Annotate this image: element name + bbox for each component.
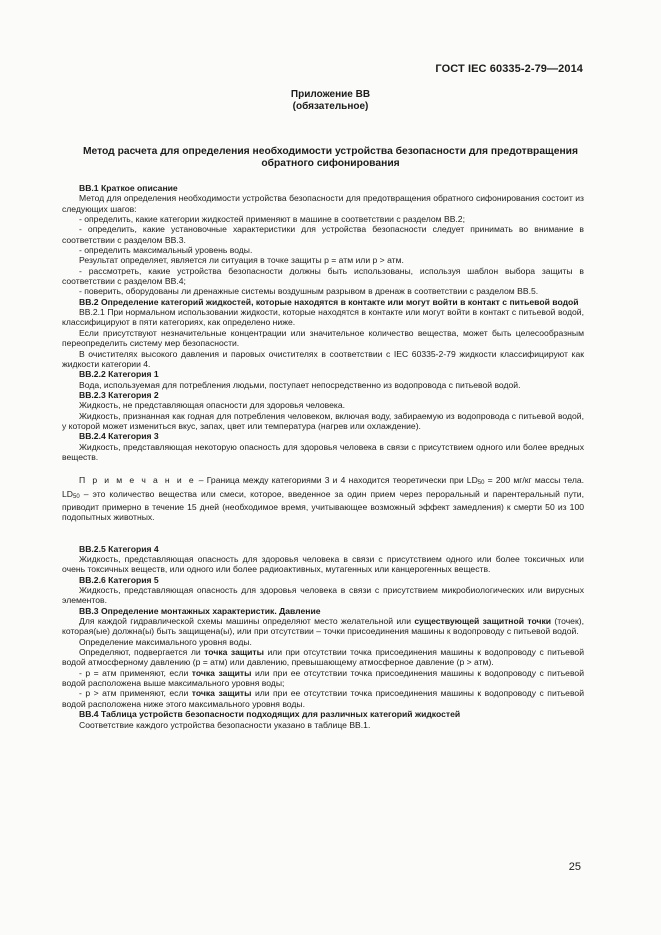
annex-title: Приложение ВВ [290,89,371,100]
note-paragraph [62,475,584,522]
paragraph: ВВ.2.1 При нормальном использовании жидкости, которые находятся в контакте или могут войти в контакт с питьевой водой, классифицируют в пяти категориях, как определено ниже. [62,307,584,328]
paragraph: Вода, используемая для потребления людьми, поступает непосредственно из водопровода с питьевой водой. [79,379,521,390]
paragraph: Жидкость, представляющая некоторую опасность для здоровья человека в связи с присутствием одного или более вредных веществ. [62,441,584,462]
paragraph: Определение максимального уровня воды. [79,636,252,647]
paragraph: Жидкость, представляющая опасность для здоровья человека в связи с присутствием одного или более токсичных или очень токсичных веществ, или одного или более радиоактивных, мутагенных или канцерогенных веществ. [62,554,584,575]
paragraph: Метод для определения необходимости устройства безопасности для предотвращения обратного сифонирования состоит из следующих шагов: [62,193,584,214]
section-heading: ВВ.1 Краткое описание [79,183,178,193]
paragraph [62,668,584,689]
note-text: – это количество вещества или смеси, которое, введенное за один прием через пероральный и парентеральный пути, приводит примерно в течение 15 дней (необходимое время, учитывающее возможный эффект замедления) к смерти 50 из 100 подопытных животных. [62,488,584,523]
page-number: 25 [568,861,581,873]
paragraph: - определить, какие установочные характеристики для устройства безопасности следует принимать во внимание в соответствии с разделом ВВ.3. [62,224,584,245]
section-heading: ВВ.4 Таблица устройств безопасности подходящих для различных категорий жидкостей [79,709,461,720]
section-heading: ВВ.2.6 Категория 5 [79,574,159,585]
paragraph [62,688,584,709]
note-subscript: 50 [477,480,485,487]
section-heading: ВВ.2.3 Категория 2 [79,389,159,400]
document-body [62,183,584,730]
annex-heading [0,89,661,113]
paragraph-text: или при ее отсутствии точка присоединения машины к водопроводу с питьевой водой расположена ниже этого максимального уровня воды. [62,688,584,709]
section-heading: ВВ.3 Определение монтажных характеристик. Давление [79,605,321,616]
bold-term: существующей защитной точки [414,616,552,627]
paragraph-text: или при отсутствии точка присоединения машины к водопроводу с питьевой водой атмосферному давлению (p = атм) или давлению, превышающему атмосферное давление (p > атм). [62,647,584,668]
annex-subtitle: (обязательное) [292,101,369,112]
bold-term: точка защиты [191,667,252,678]
bold-term: точка защиты [191,688,252,699]
paragraph: Жидкость, не представляющая опасности для здоровья человека. [79,400,346,411]
paragraph: В очистителях высокого давления и паровых очистителях в соответствии с IEC 60335-2-79 жидкости классифицируют как жидкости категории 4. [62,348,584,369]
paragraph: - рассмотреть, какие устройства безопасности должны быть использованы, используя шаблон выбора защиты в соответствии с разделом ВВ.4; [62,265,584,287]
paragraph: Если присутствуют незначительные концентрации или значительное количество вещества, может быть целесообразным переопределить систему мер безопасности. [62,327,584,349]
note-subscript: 50 [73,493,80,500]
paragraph: Жидкость, представляющая опасность для здоровья человека в связи с присутствием микробиологических или вирусных элементов. [62,585,584,606]
note-label: П р и м е ч а н и е [79,475,196,486]
paragraph-text: - p = атм применяют, если [79,667,192,678]
paragraph: Жидкость, признанная как годная для потребления человеком, включая воду, забираемую из водопровода с питьевой водой, у которой может измениться вкус, запах, цвет или температура (нагрев или охлаждение). [62,410,584,431]
standard-header: ГОСТ IEC 60335-2-79—2014 [435,63,583,75]
paragraph-text: Для каждой гидравлической схемы машины определяют место желательной или [79,616,415,627]
paragraph: - поверить, оборудованы ли дренажные системы воздушным разрывом в дренаж в соответствии с разделом ВВ.5. [79,286,539,297]
paragraph-text: - p > атм применяют, если [79,688,192,699]
document-title: Метод расчета для определения необходимости устройства безопасности для предотвращения обратного сифонирования [82,146,579,169]
paragraph [62,647,584,668]
section-heading: ВВ.2.4 Категория 3 [79,431,159,442]
paragraph [62,616,584,637]
note-text: – Граница между категориями 3 и 4 находится теоретически при LD [195,475,478,486]
section-heading: ВВ.2.2 Категория 1 [79,369,159,380]
section-heading: ВВ.2.5 Категория 4 [79,543,159,554]
paragraph-text: (точек), которая(ые) должна(ы) быть защищена(ы), или при отсутствии – точки присоединения машины к водопроводу с питьевой водой. [62,616,584,637]
paragraph: - определить, какие категории жидкостей применяют в машине в соответствии с разделом ВВ.2; [79,214,465,225]
section-heading: ВВ.2 Определение категорий жидкостей, которые находятся в контакте или могут войти в контакт с питьевой водой [79,296,579,307]
paragraph: Соответствие каждого устройства безопасности указано в таблице ВВ.1. [79,719,371,730]
bold-term: точка защиты [204,647,264,658]
paragraph: Результат определяет, является ли ситуация в точке защиты p = атм или p > атм. [79,255,404,266]
paragraph-text: или при ее отсутствии точка присоединения машины к водопроводу с питьевой водой расположена выше максимального уровня воды; [62,667,584,689]
paragraph-text: Определяют, подвергается ли [79,647,205,658]
paragraph: - определить максимальный уровень воды. [79,245,253,256]
note-text: = 200 мг/кг массы тела. LD [62,475,585,499]
